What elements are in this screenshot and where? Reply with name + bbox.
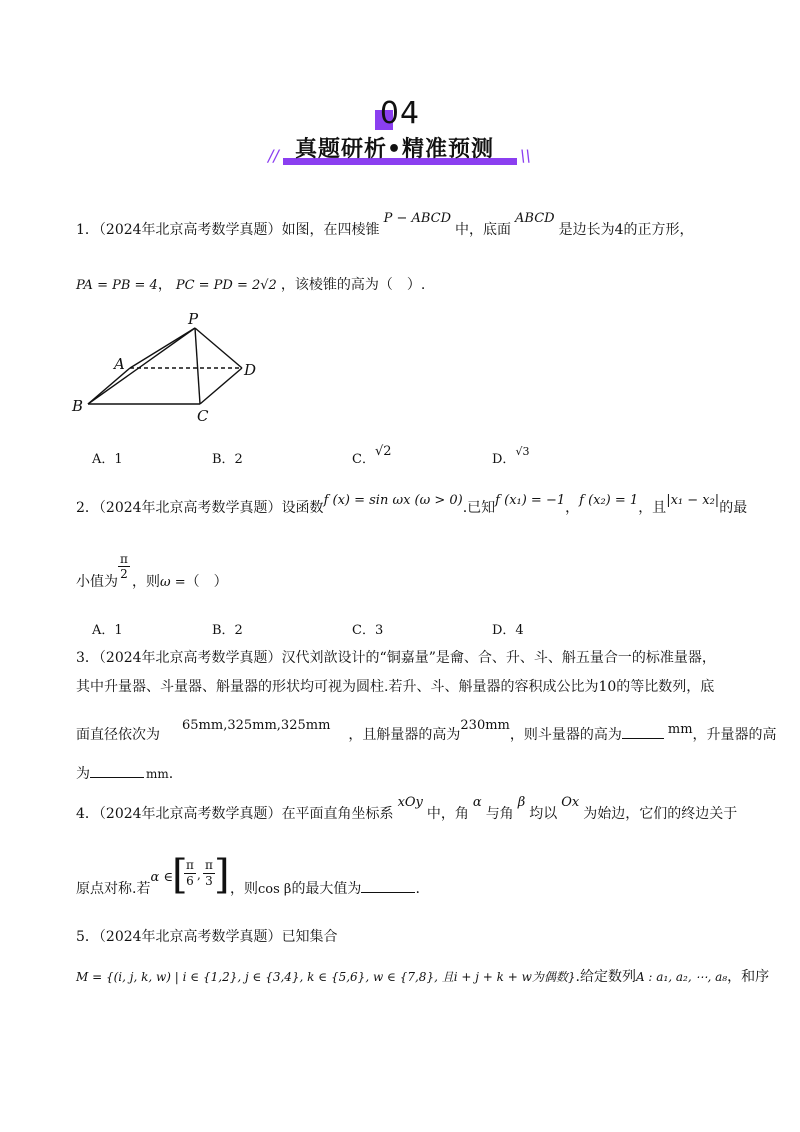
q2-line-1 [76, 493, 748, 517]
q2-text: ，则 [132, 574, 160, 590]
q2-source: （2024年北京高考数学真题） [98, 500, 282, 516]
q3-math-diameters: 65mm,325mm,325mm [182, 718, 331, 733]
q3-answer-blank-1[interactable] [622, 738, 664, 739]
q2-text: 小值为 [76, 574, 118, 590]
q1-option-a: A．1 [92, 452, 123, 467]
q4-fraction-2-numerator: π [205, 858, 213, 872]
edge-PD [195, 328, 242, 368]
q1-line-2 [76, 274, 425, 294]
q1-math-pc-pd: PC = PD = 2√2 [175, 278, 277, 293]
edge-PB [88, 328, 195, 404]
header-right-slash: \\ [520, 146, 531, 165]
q5-math-set: M = {(i, j, k, w) | i ∈ {1,2}, j ∈ {3,4}, k ∈ {5,6}, w ∈ {7,8}, 且i + j + k + w为偶数} [76, 970, 576, 984]
q4-fraction-1-numerator: π [186, 858, 194, 872]
q4-text: 与角 [485, 806, 514, 822]
q2-text: 的最 [719, 500, 748, 516]
q2-text: .已知 [462, 500, 496, 516]
header-left-slash: // [268, 146, 279, 165]
q4-comma: , [197, 868, 201, 882]
q1-math-base: ABCD [515, 211, 555, 226]
q5-math-sequence: A : a₁, a₂, ⋯, a₈ [635, 970, 728, 984]
q4-math-beta: β [517, 795, 526, 810]
q2-text: ， [565, 500, 580, 516]
q3-text: 汉代刘歆设计的“铜嘉量”是龠、合、升、斗、斛五量合一的标准量器， [281, 650, 716, 666]
q4-answer-blank[interactable] [361, 892, 415, 893]
q1-text: 如图，在四棱锥 [281, 222, 380, 238]
q1-text: 是边长为4的正方形， [558, 222, 694, 238]
q2-number: 2． [76, 500, 99, 516]
q1-pyramid-figure [70, 310, 270, 425]
q4-text: 为始边，它们的终边关于 [583, 806, 738, 822]
q2-math-omega: ω = [160, 575, 186, 590]
q2-math-abs: |x₁ − x₂| [666, 493, 720, 508]
q4-line-2b [230, 878, 420, 898]
edge-AP [130, 328, 195, 368]
q4-line-2 [76, 870, 173, 898]
q1-option-b: B．2 [212, 452, 243, 467]
q1-option-d [492, 445, 530, 467]
q1-text: ，该棱锥的高为（ ）. [280, 277, 426, 293]
q4-line-1 [76, 795, 738, 823]
q4-math-cos: cos β [258, 882, 292, 897]
q4-text: ，则 [230, 881, 258, 897]
q5-source: （2024年北京高考数学真题） [98, 929, 282, 945]
q2-fraction-denominator: 2 [118, 566, 130, 581]
q4-math-plane: xOy [397, 795, 423, 810]
q1-option-c-label: C． [352, 452, 375, 467]
q1-option-c [352, 444, 392, 467]
q1-math-pa-pb: PA = PB = 4 [76, 278, 158, 293]
q2-line-2 [76, 571, 118, 591]
q4-math-ox: Ox [561, 795, 580, 810]
q4-text: 中，角 [426, 806, 469, 822]
q5-text: ，和序 [727, 969, 770, 985]
q4-number: 4． [76, 806, 99, 822]
q4-source: （2024年北京高考数学真题） [98, 806, 282, 822]
q1-option-d-value: √3 [515, 445, 530, 458]
q2-text: （ ） [185, 574, 228, 590]
q2-option-d: D．4 [492, 623, 524, 638]
q3-text: 为 [76, 766, 90, 782]
q2-option-a: A．1 [92, 623, 123, 638]
q3-line-1 [76, 647, 716, 667]
q4-left-bracket: [ [172, 852, 188, 898]
q1-source: （2024年北京高考数学真题） [98, 222, 282, 238]
q1-text: ， [157, 277, 172, 293]
q4-text: . [415, 881, 420, 897]
q5-line-1 [76, 926, 338, 946]
q5-text: 已知集合 [281, 929, 338, 945]
q3-unit-1: mm [667, 722, 693, 737]
q2-line-2b [132, 571, 228, 591]
q4-math-alpha-in: α ∈ [150, 870, 173, 885]
q2-text: 设函数 [281, 500, 324, 516]
q2-option-b: B．2 [212, 623, 243, 638]
q3-text: . [168, 766, 174, 782]
q2-text: ，且 [638, 500, 667, 516]
edge-PC [195, 328, 200, 404]
section-number: 04 [379, 96, 421, 131]
q3-text: ，则斗量器的高为 [509, 727, 622, 743]
q2-option-c: C．3 [352, 623, 384, 638]
q3-text: ，升量器的高 [692, 727, 777, 743]
q1-math-pyramid: P − ABCD [383, 211, 452, 226]
q1-text: 中，底面 [455, 222, 512, 238]
q1-number: 1． [76, 222, 99, 238]
q1-option-c-value: √2 [374, 444, 392, 459]
q3-line-3 [76, 718, 777, 744]
q3-text: 面直径依次为 [76, 727, 160, 743]
q3-line-4 [76, 763, 173, 783]
q3-number: 3． [76, 650, 99, 666]
q3-line-2: 其中升量器、斗量器、斛量器的形状均可视为圆柱.若升、斗、斛量器的容积成公比为10的等比数列，底 [76, 679, 715, 695]
q2-fraction-numerator: π [120, 552, 128, 566]
q2-math-fx1: f (x₁) = −1 [495, 493, 566, 508]
q3-text: ，且斛量器的高为 [348, 727, 461, 743]
q4-text: 在平面直角坐标系 [281, 806, 394, 822]
q4-fraction-1 [184, 858, 196, 889]
q3-source: （2024年北京高考数学真题） [98, 650, 282, 666]
vertex-label-D: D [244, 361, 257, 379]
vertex-label-B: B [72, 397, 84, 415]
q4-fraction-1-denominator: 6 [184, 873, 196, 889]
vertex-label-C: C [197, 407, 209, 425]
q4-math-alpha: α [472, 795, 482, 810]
q1-option-d-label: D． [492, 452, 516, 467]
q4-text: 的最大值为 [291, 881, 362, 897]
q5-text: .给定数列 [575, 969, 636, 985]
q1-line-1 [76, 211, 694, 239]
q2-math-function: f (x) = sin ωx (ω > 0) [323, 493, 463, 508]
vertex-label-P: P [188, 310, 199, 328]
q4-text: 均以 [529, 806, 558, 822]
q3-math-height: 230mm [460, 718, 510, 733]
q3-unit-2: mm [146, 767, 169, 781]
q4-fraction-2-denominator: 3 [203, 873, 215, 889]
q2-fraction [118, 552, 130, 581]
edge-CD [200, 368, 242, 404]
q5-line-2 [76, 966, 769, 986]
edge-BA [88, 368, 130, 404]
vertex-label-A: A [114, 355, 125, 373]
q4-right-bracket: ] [214, 852, 230, 898]
section-title: 真题研析•精准预测 [295, 137, 495, 162]
q3-answer-blank-2[interactable] [90, 777, 144, 778]
q5-number: 5． [76, 929, 99, 945]
q4-text: 原点对称.若 [76, 881, 151, 897]
q2-math-fx2: f (x₂) = 1 [579, 493, 639, 508]
